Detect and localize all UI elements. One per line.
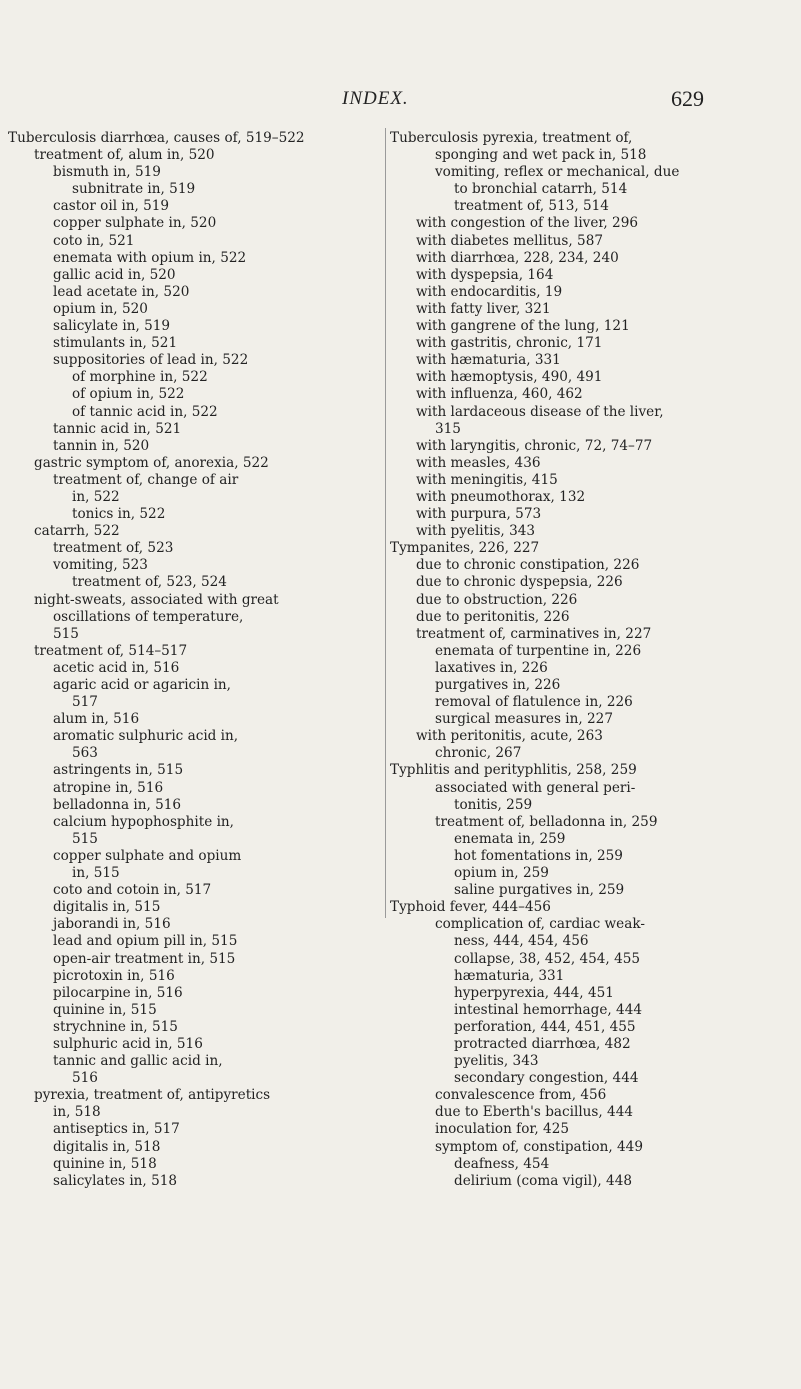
index-entry: pilocarpine in, 516 (53, 984, 183, 1001)
index-entry: laxatives in, 226 (435, 659, 548, 676)
index-entry: vomiting, reflex or mechanical, due (435, 164, 680, 181)
index-entry: with influenza, 460, 462 (416, 386, 583, 403)
index-entry: with hæmaturia, 331 (416, 352, 561, 369)
index-entry: due to peritonitis, 226 (416, 608, 570, 625)
index-entry: castor oil in, 519 (53, 198, 170, 215)
index-entry: with laryngitis, chronic, 72, 74–77 (416, 437, 653, 454)
index-entry: with fatty liver, 321 (416, 300, 551, 317)
index-entry: associated with general peri- (435, 779, 636, 796)
index-entry: saline purgatives in, 259 (454, 882, 625, 899)
index-entry: digitalis in, 518 (53, 1138, 161, 1155)
index-entry: treatment of, 523 (53, 540, 174, 557)
index-entry: due to chronic dyspepsia, 226 (416, 574, 623, 591)
index-entry: tannic and gallic acid in, (53, 1053, 223, 1070)
index-entry: lead and opium pill in, 515 (53, 933, 238, 950)
index-entry: opium in, 259 (454, 865, 549, 882)
index-entry: atropine in, 516 (53, 779, 164, 796)
index-entry: Typhlitis and perityphlitis, 258, 259 (390, 762, 637, 779)
index-entry: 563 (72, 745, 98, 762)
index-entry: with dyspepsia, 164 (416, 266, 554, 283)
index-entry: convalescence from, 456 (435, 1087, 607, 1104)
index-entry: pyrexia, treatment of, antipyretics (34, 1087, 271, 1104)
index-entry: purgatives in, 226 (435, 677, 561, 693)
index-entry: alum in, 516 (53, 711, 140, 728)
index-entry: tannin in, 520 (53, 437, 150, 454)
index-entry: copper sulphate in, 520 (53, 215, 217, 232)
index-entry: collapse, 38, 452, 454, 455 (454, 950, 641, 967)
index-entry: with pyelitis, 343 (416, 523, 536, 540)
index-entry: due to obstruction, 226 (416, 591, 578, 608)
index-entry: 315 (435, 420, 461, 437)
index-entry: open-air treatment in, 515 (53, 950, 236, 967)
index-entry: 515 (53, 625, 79, 642)
index-entry: with peritonitis, acute, 263 (416, 728, 603, 745)
index-entry: antiseptics in, 517 (53, 1121, 180, 1138)
index-entry: strychnine in, 515 (53, 1018, 178, 1035)
index-entry: stimulants in, 521 (53, 335, 178, 352)
index-entry: lead acetate in, 520 (53, 283, 190, 300)
index-entry: with endocarditis, 19 (416, 283, 563, 300)
index-entry: 515 (72, 830, 98, 847)
index-entry: complication of, cardiac weak- (435, 916, 645, 933)
index-entry: gallic acid in, 520 (53, 266, 176, 283)
index-entry: 517 (72, 694, 98, 711)
index-entry: treatment of, carminatives in, 227 (416, 625, 652, 642)
index-entry: jaborandi in, 516 (53, 916, 171, 933)
index-entry: due to chronic constipation, 226 (416, 557, 640, 574)
index-entry: treatment of, change of air (53, 471, 239, 488)
index-entry: with diarrhœa, 228, 234, 240 (416, 249, 619, 266)
index-entry: surgical measures in, 227 (435, 711, 613, 728)
page-number: 629 (671, 86, 704, 111)
index-entry: chronic, 267 (435, 745, 522, 762)
index-entry: in, 518 (53, 1104, 101, 1121)
index-entry: tonics in, 522 (72, 506, 166, 523)
index-entry: calcium hypophosphite in, (53, 813, 234, 830)
index-entry: treatment of, 513, 514 (454, 198, 609, 215)
index-entry: with lardaceous disease of the liver, (416, 403, 664, 420)
index-entry: tannic acid in, 521 (53, 420, 182, 437)
index-entry: pyelitis, 343 (454, 1053, 539, 1070)
index-entry: treatment of, alum in, 520 (34, 147, 215, 164)
index-entry: hæmaturia, 331 (454, 967, 565, 984)
index-entry: treatment of, 523, 524 (72, 574, 227, 591)
index-entry: salicylate in, 519 (53, 318, 171, 335)
index-entry: in, 515 (72, 865, 120, 882)
index-entry: with pneumothorax, 132 (416, 488, 586, 505)
index-entry: suppositories of lead in, 522 (53, 352, 249, 369)
index-column-right (390, 130, 790, 1190)
index-entry: of morphine in, 522 (72, 369, 208, 386)
index-entry: astringents in, 515 (53, 762, 184, 779)
index-entry: Tuberculosis pyrexia, treatment of, (390, 130, 633, 146)
index-entry: Typhoid fever, 444–456 (390, 899, 551, 916)
column-divider (385, 128, 386, 918)
index-entry: tonitis, 259 (454, 796, 533, 813)
index-entry: due to Eberth's bacillus, 444 (435, 1104, 633, 1121)
index-entry: with gangrene of the lung, 121 (416, 318, 630, 335)
index-entry: in, 522 (72, 488, 120, 505)
index-entry: removal of flatulence in, 226 (435, 694, 633, 711)
index-entry: with gastritis, chronic, 171 (416, 335, 603, 352)
index-entry: intestinal hemorrhage, 444 (454, 1001, 642, 1018)
index-entry: oscillations of temperature, (53, 608, 244, 625)
index-entry: belladonna in, 516 (53, 796, 182, 813)
index-entry: enemata of turpentine in, 226 (435, 642, 642, 659)
index-entry: quinine in, 518 (53, 1155, 157, 1172)
index-entry: sulphuric acid in, 516 (53, 1035, 203, 1052)
index-entry: catarrh, 522 (34, 523, 120, 540)
index-entry: subnitrate in, 519 (72, 181, 196, 198)
index-entry: Tympanites, 226, 227 (390, 540, 540, 557)
index-entry: with congestion of the liver, 296 (416, 215, 638, 232)
index-entry: opium in, 520 (53, 300, 148, 317)
index-entry: enemata in, 259 (454, 830, 566, 847)
index-entry: with hæmoptysis, 490, 491 (416, 369, 603, 386)
index-entry: bismuth in, 519 (53, 164, 161, 181)
index-entry: agaric acid or agaricin in, (53, 677, 231, 693)
index-entry: digitalis in, 515 (53, 899, 161, 916)
index-entry: secondary congestion, 444 (454, 1070, 639, 1087)
index-entry: inoculation for, 425 (435, 1121, 569, 1138)
index-entry: treatment of, belladonna in, 259 (435, 813, 658, 830)
index-entry: gastric symptom of, anorexia, 522 (34, 454, 269, 471)
index-entry: night-sweats, associated with great (34, 591, 279, 608)
index-entry: deafness, 454 (454, 1155, 550, 1172)
index-entry: ness, 444, 454, 456 (454, 933, 589, 950)
index-entry: salicylates in, 518 (53, 1172, 178, 1189)
index-entry: acetic acid in, 516 (53, 659, 180, 676)
index-entry: vomiting, 523 (53, 557, 148, 574)
index-entry: with purpura, 573 (416, 506, 542, 523)
page-header (0, 88, 801, 118)
index-entry: protracted diarrhœa, 482 (454, 1035, 631, 1052)
index-entry: with measles, 436 (416, 454, 541, 471)
index-entry: aromatic sulphuric acid in, (53, 728, 239, 745)
index-entry: copper sulphate and opium (53, 847, 242, 864)
index-entry: enemata with opium in, 522 (53, 249, 247, 266)
index-entry: perforation, 444, 451, 455 (454, 1018, 636, 1035)
index-entry: coto in, 521 (53, 232, 135, 249)
index-entry: delirium (coma vigil), 448 (454, 1172, 632, 1189)
index-entry: to bronchial catarrh, 514 (454, 181, 628, 198)
index-entry: with diabetes mellitus, 587 (416, 232, 603, 249)
index-entry: with meningitis, 415 (416, 471, 558, 488)
index-entry: picrotoxin in, 516 (53, 967, 175, 984)
index-entry: hot fomentations in, 259 (454, 847, 623, 864)
index-entry: symptom of, constipation, 449 (435, 1138, 643, 1155)
index-entry: quinine in, 515 (53, 1001, 157, 1018)
index-entry: treatment of, 514–517 (34, 642, 188, 659)
page-title: INDEX. (342, 88, 409, 109)
index-entry: coto and cotoin in, 517 (53, 882, 212, 899)
index-entry: Tuberculosis diarrhœa, causes of, 519–522 (8, 130, 305, 146)
index-entry: 516 (72, 1070, 98, 1087)
index-column-left (8, 130, 380, 1190)
index-entry: of tannic acid in, 522 (72, 403, 218, 420)
index-entry: sponging and wet pack in, 518 (435, 147, 647, 164)
index-entry: hyperpyrexia, 444, 451 (454, 984, 614, 1001)
index-entry: of opium in, 522 (72, 386, 185, 403)
